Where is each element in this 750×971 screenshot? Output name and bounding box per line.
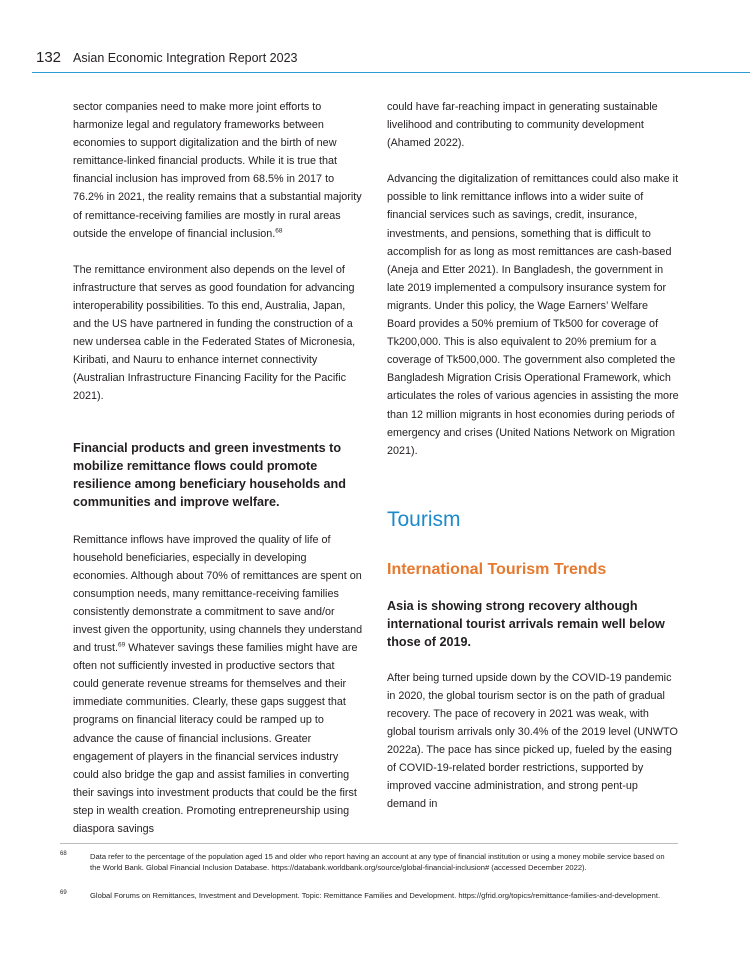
footnote-ref[interactable]: 68 xyxy=(275,227,283,235)
subheading: Financial products and green investments to mobilize remittance flows could promote resilience among beneficiary households and communities and improve welfare. xyxy=(73,440,346,509)
running-header xyxy=(36,49,297,69)
header-divider xyxy=(32,72,750,73)
paragraph: Advancing the digitalization of remittances could also make it possible to link remittance inflows into a wider suite of financial services such as savings, credit, insurance, investments, and pensions, something that is difficult to accomplish for as long as most remittances are cash-based (Aneja and Etter 2021). In Bangladesh, the government in late 2019 implemented a compulsory insurance system for migrants. Under this policy, the Wage Earners’ Welfare Board provides a 50% premium of Tk500 for coverage of Tk200,000. This is also equivalent to 20% premium for a coverage of Tk500,000. The government also completed the Bangladesh Migration Crisis Operational Framework, which articulates the roles of various agencies in assisting the more than 12 million migrants in host economies during periods of emergency and crises (United Nations Network on Migration 2021). xyxy=(387,173,679,457)
left-column xyxy=(73,98,363,838)
page-number: 132 xyxy=(36,49,62,66)
paragraph: sector companies need to make more joint efforts to harmonize legal and regulatory frameworks between economies to support digitalization and the birth of new remittance-linked financial products. While it is true that financial inclusion has improved from 68.5% in 2017 to 76.2% in 2021, the reality remains that a substantial majority of remittance-receiving families are mostly in rural areas outside the envelope of financial inclusion.$^{68}$ xyxy=(73,101,362,240)
footnote-text: Data refer to the percentage of the population aged 15 and older who report having an account at any type of financial institution or using a money mobile service based on the World Bank. Global Financial Inclusion Database. https://databank.worldbank.org/source/global-financial-inclusion# (accessed December 2022). xyxy=(90,852,665,873)
footnote-ref[interactable]: 69 xyxy=(118,641,126,649)
footnote-divider xyxy=(60,843,678,844)
right-column xyxy=(387,98,679,814)
footnote-number: 69 xyxy=(60,890,67,896)
footnote-text: Global Forums on Remittances, Investment and Development. Topic: Remittance Families and Development. https://gfrid.org/topics/remittance-families-and-development. xyxy=(90,891,661,900)
footnote-number: 68 xyxy=(60,851,67,857)
paragraph: The remittance environment also depends on the level of infrastructure that serves as good foundation for advancing interoperability possibilities. To this end, Australia, Japan, and the US have partnered in funding the construction of a new undersea cable in the Federated States of Micronesia, Kiribati, and Nauru to enhance internet connectivity (Australian Infrastructure Financing Facility for the Pacific 2021). xyxy=(73,263,356,403)
subsection-title: International Tourism Trends xyxy=(387,560,607,578)
subheading: Asia is showing strong recovery although international tourist arrivals remain well below those of 2019. xyxy=(387,598,665,649)
paragraph: could have far-reaching impact in generating sustainable livelihood and contributing to community development (Ahamed 2022). xyxy=(387,101,658,150)
section-title: Tourism xyxy=(387,507,461,531)
paragraph: Remittance inflows have improved the quality of life of household beneficiaries, especially in developing economies. Although about 70% of remittances are spent on consumption needs, many remittance-receiving families consistently demonstrate a commitment to save and/or invest given the opportunity, using channels they understand and trust.$^{69}$ Whatever savings these families might have are often not sufficiently invested in productive sectors that could generate revenue streams for themselves and their immediate communities. Clearly, these gaps suggest that programs on financial literacy could be ramped up to advance the cause of financial inclusions. Greater engagement of players in the financial services industry could also bridge the gap and assist families in converting their savings into investment products that could be the first step in wealth creation. Promoting entrepreneurship using diaspora savings xyxy=(73,533,363,835)
paragraph: After being turned upside down by the COVID-19 pandemic in 2020, the global tourism sector is on the path of gradual recovery. The pace of recovery in 2021 was weak, with global tourism arrivals only 30.4% of the 2019 level (UNWTO 2022a). The pace has since picked up, fueled by the easing of COVID-19-related border restrictions, supported by improved vaccine administration, and strong pent-up demand in xyxy=(387,671,678,811)
report-title: Asian Economic Integration Report 2023 xyxy=(73,51,298,65)
